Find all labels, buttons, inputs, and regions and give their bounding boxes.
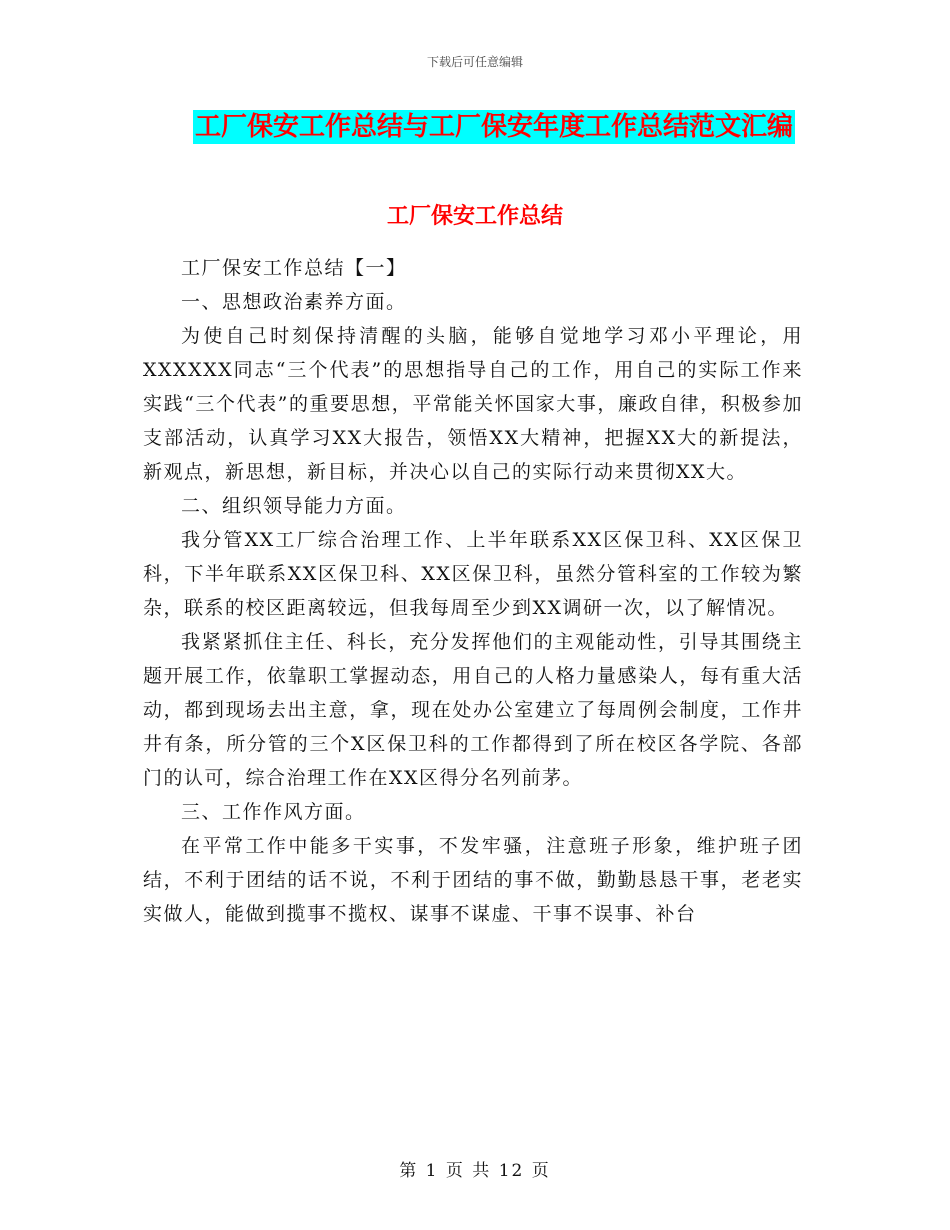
document-body: [143, 251, 803, 931]
paragraph: 二、组织领导能力方面。: [181, 495, 407, 517]
paragraph: 为使自己时刻保持清醒的头脑，能够自觉地学习邓小平理论，用XXXXXX同志“三个代表”的思想指导自己的工作，用自己的实际工作来实践“三个代表”的重要思想，平常能关怀国家大事，廉政自律，积极参加支部活动，认真学习XX大报告，领悟XX大精神，把握XX大的新提法，新观点，新思想，新目标，并决心以自己的实际行动来贯彻XX大。: [143, 325, 803, 483]
paragraph: 我紧紧抓住主任、科长，充分发挥他们的主观能动性，引导其围绕主题开展工作，依靠职工掌握动态，用自己的人格力量感染人，每有重大活动，都到现场去出主意，拿，现在处办公室建立了每周例会制度，工作井井有条，所分管的三个X区保卫科的工作都得到了所在校区各学院、各部门的认可，综合治理工作在XX区得分名列前茅。: [143, 631, 803, 789]
paragraph: 三、工作作风方面。: [181, 801, 366, 823]
paragraph: 我分管XX工厂综合治理工作、上半年联系XX区保卫科、XX区保卫科，下半年联系XX区保卫科、XX区保卫科，虽然分管科室的工作较为繁杂，联系的校区距离较远，但我每周至少到XX调研一次，以了解情况。: [143, 529, 803, 619]
paragraph: 工厂保安工作总结【一】: [181, 257, 407, 279]
document-title-container: [193, 110, 795, 144]
document-title: 工厂保安工作总结与工厂保安年度工作总结范文汇编: [195, 112, 794, 142]
paragraph: 一、思想政治素养方面。: [181, 291, 407, 313]
section-title: 工厂保安工作总结: [386, 204, 563, 229]
paragraph: 在平常工作中能多干实事，不发牢骚，注意班子形象，维护班子团结，不利于团结的话不说，不利于团结的事不做，勤勤恳恳干事，老老实实做人，能做到揽事不揽权、谋事不谋虚、干事不误事、补台: [143, 835, 803, 925]
header-note: 下载后可任意编辑: [426, 55, 523, 69]
page-footer: 第 1 页 共 12 页: [399, 1161, 551, 1181]
